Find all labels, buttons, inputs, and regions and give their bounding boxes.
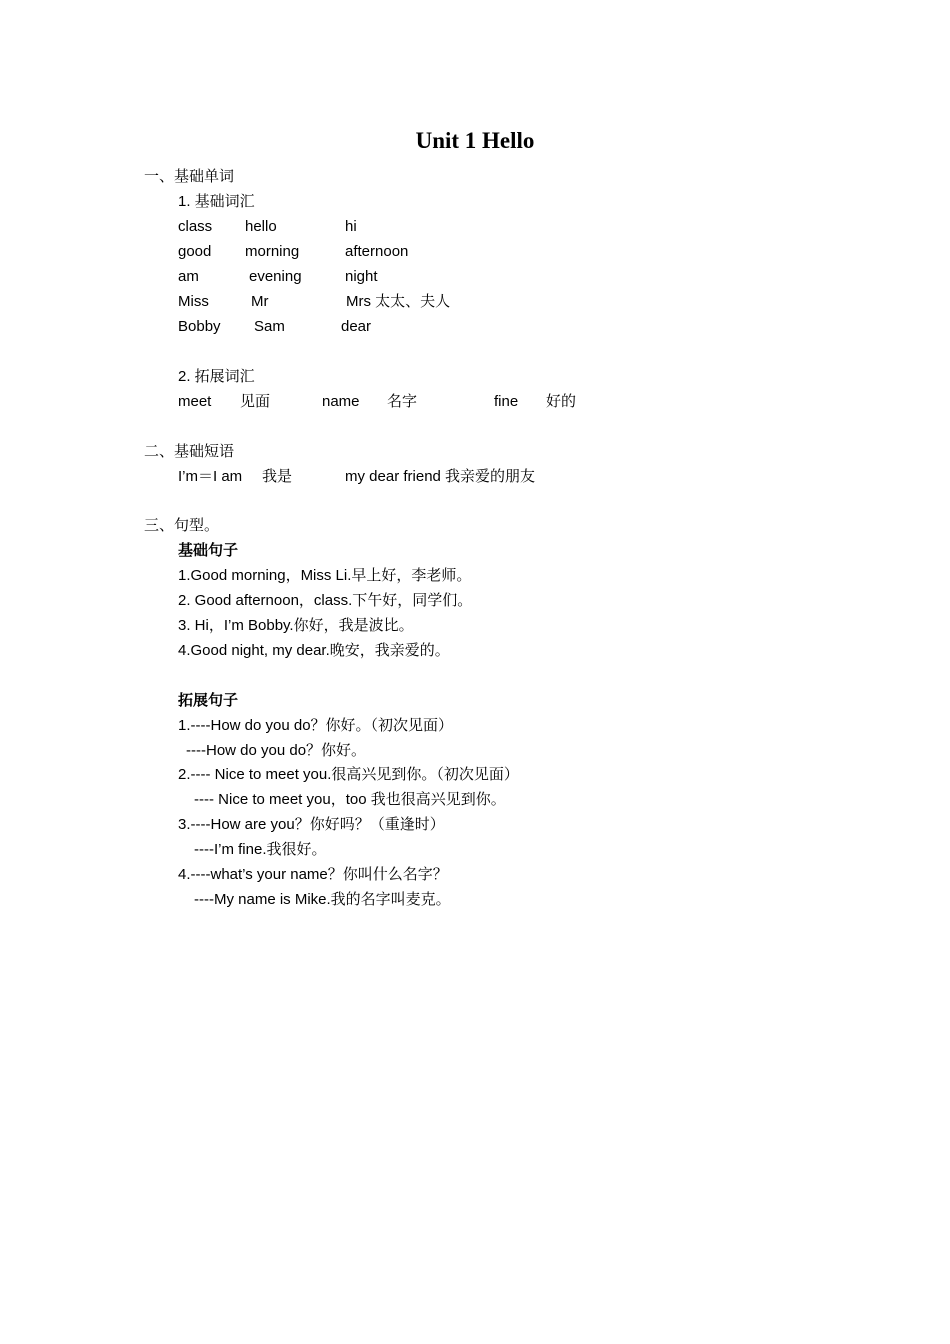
ext-word: name: [322, 393, 360, 410]
vocab-word: Miss: [178, 293, 209, 310]
subheading-extended-words: 2. 拓展词汇: [178, 368, 255, 385]
vocab-word: afternoon: [345, 243, 409, 260]
basic-sentence: 2. Good afternoon，class.下午好，同学们。: [178, 592, 473, 609]
vocab-word: hi: [345, 218, 357, 235]
vocab-word: dear: [341, 318, 372, 335]
dialogue-line: 3.----How are you？你好吗？（重逢时）: [178, 816, 445, 833]
ext-word-meaning: 见面: [240, 393, 271, 410]
basic-sentence: 1.Good morning，Miss Li.早上好，李老师。: [178, 567, 472, 584]
vocab-row: [178, 214, 578, 239]
vocab-word: Sam: [254, 318, 285, 335]
dialogue-line: ----I’m fine.我很好。: [194, 841, 327, 858]
ext-word: fine: [494, 393, 519, 410]
dialogue-line: 4.----what’s your name？你叫什么名字？: [178, 866, 448, 883]
dialogue-line: ---- Nice to meet you，too 我也很高兴见到你。: [194, 791, 506, 808]
dialogue-line: ----My name is Mike.我的名字叫麦克。: [194, 891, 451, 908]
vocab-word: evening: [249, 268, 302, 285]
vocab-row: [178, 289, 578, 314]
ext-vocab-row: [178, 389, 598, 414]
basic-sentence: 3. Hi，I’m Bobby.你好，我是波比。: [178, 617, 414, 634]
ext-word-meaning: 名字: [387, 393, 418, 410]
dialogue-line: 1.----How do you do？你好。（初次见面）: [178, 717, 454, 734]
vocab-row: [178, 239, 578, 264]
phrase: I’m＝I am: [178, 468, 243, 485]
vocab-word: Bobby: [178, 318, 221, 335]
page-title: Unit 1 Hello: [415, 128, 535, 153]
vocab-word: good: [178, 243, 212, 260]
vocab-row: [178, 264, 578, 289]
phrase-meaning: 我是: [262, 468, 293, 485]
vocab-word: night: [345, 268, 378, 285]
vocab-word: am: [178, 268, 199, 285]
vocab-word: Mr: [251, 293, 269, 310]
section-heading-vocabulary: 一、基础单词: [144, 168, 235, 185]
vocab-row: [178, 314, 578, 339]
section-heading-sentences: 三、句型。: [144, 517, 220, 534]
vocab-word: hello: [245, 218, 277, 235]
phrase: my dear friend 我亲爱的朋友: [345, 468, 536, 485]
dialogue-line: 2.---- Nice to meet you.很高兴见到你。（初次见面）: [178, 766, 519, 783]
phrase-row: [178, 464, 598, 489]
basic-sentence: 4.Good night, my dear.晚安，我亲爱的。: [178, 642, 450, 659]
subheading-extended-sentences: 拓展句子: [178, 692, 239, 709]
subheading-basic-words: 1. 基础词汇: [178, 193, 255, 210]
vocab-word: morning: [245, 243, 300, 260]
vocab-word: class: [178, 218, 213, 235]
ext-word: meet: [178, 393, 212, 410]
vocab-word: Mrs 太太、夫人: [346, 293, 451, 310]
ext-word-meaning: 好的: [546, 393, 577, 410]
dialogue-line: ----How do you do？你好。: [186, 742, 367, 759]
section-heading-phrases: 二、基础短语: [144, 443, 235, 460]
subheading-basic-sentences: 基础句子: [178, 542, 239, 559]
